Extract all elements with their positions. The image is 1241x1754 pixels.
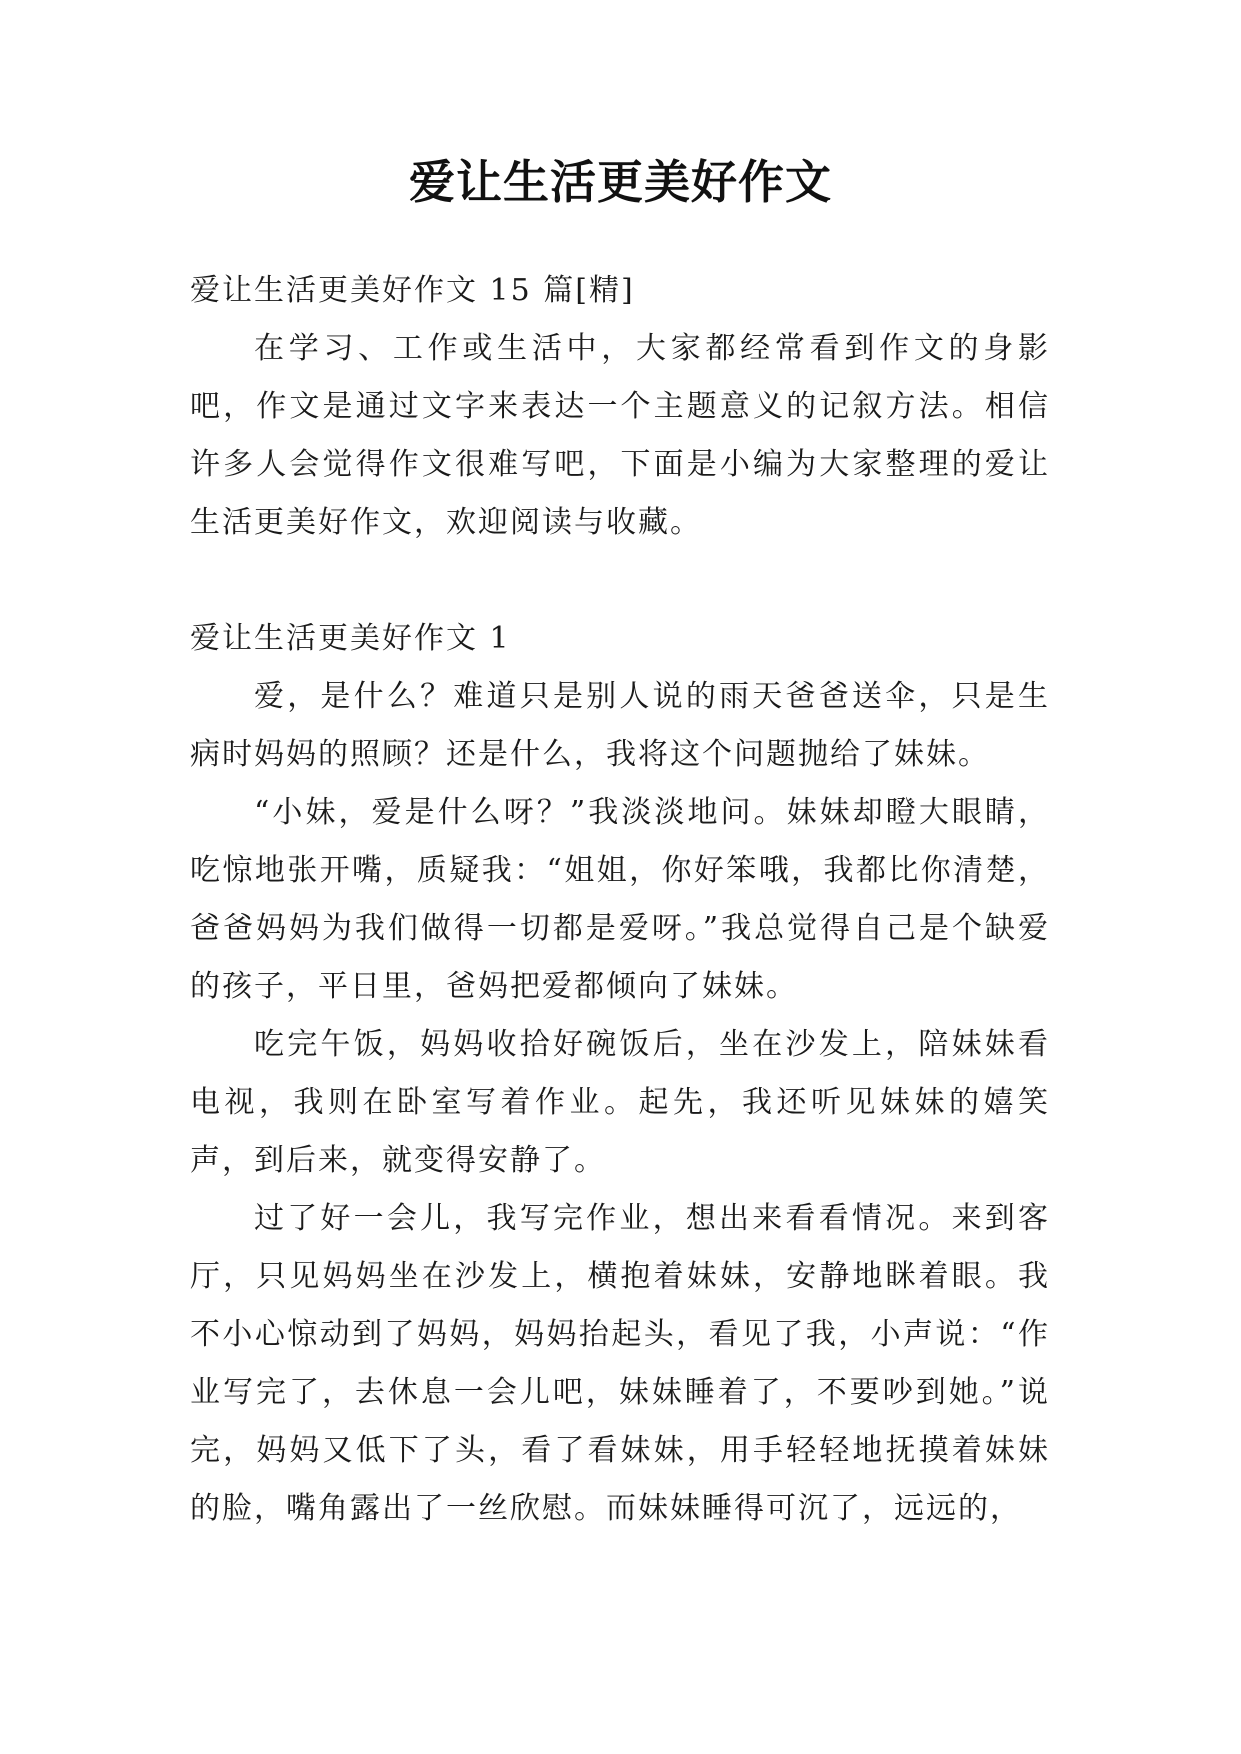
- document-body: [190, 262, 1050, 1538]
- intro-paragraph: 在学习、工作或生活中，大家都经常看到作文的身影吧，作文是通过文字来表达一个主题意义的记叙方法。相信许多人会觉得作文很难写吧，下面是小编为大家整理的爱让生活更美好作文，欢迎阅读与收藏。: [190, 331, 1050, 540]
- document-subtitle: 爱让生活更美好作文 15 篇[精]: [190, 273, 635, 308]
- body-paragraph: 爱，是什么？难道只是别人说的雨天爸爸送伞，只是生病时妈妈的照顾？还是什么，我将这个问题抛给了妹妹。: [190, 679, 1050, 772]
- document-title: 爱让生活更美好作文: [409, 155, 832, 209]
- body-paragraph: “小妹，爱是什么呀？”我淡淡地问。妹妹却瞪大眼睛，吃惊地张开嘴，质疑我：“姐姐，你好笨哦，我都比你清楚，爸爸妈妈为我们做得一切都是爱呀。”我总觉得自己是个缺爱的孩子，平日里，爸妈把爱都倾向了妹妹。: [190, 795, 1050, 1004]
- section-title: 爱让生活更美好作文 1: [190, 621, 511, 656]
- body-paragraph: 过了好一会儿，我写完作业，想出来看看情况。来到客厅，只见妈妈坐在沙发上，横抱着妹妹，安静地眯着眼。我不小心惊动到了妈妈，妈妈抬起头，看见了我，小声说：“作业写完了，去休息一会儿吧，妹妹睡着了，不要吵到她。”说完，妈妈又低下了头，看了看妹妹，用手轻轻地抚摸着妹妹的脸，嘴角露出了一丝欣慰。而妹妹睡得可沉了，远远的，: [190, 1201, 1050, 1526]
- body-paragraph: 吃完午饭，妈妈收拾好碗饭后，坐在沙发上，陪妹妹看电视，我则在卧室写着作业。起先，我还听见妹妹的嬉笑声，到后来，就变得安静了。: [190, 1027, 1050, 1178]
- paragraph-spacer: [190, 552, 1050, 610]
